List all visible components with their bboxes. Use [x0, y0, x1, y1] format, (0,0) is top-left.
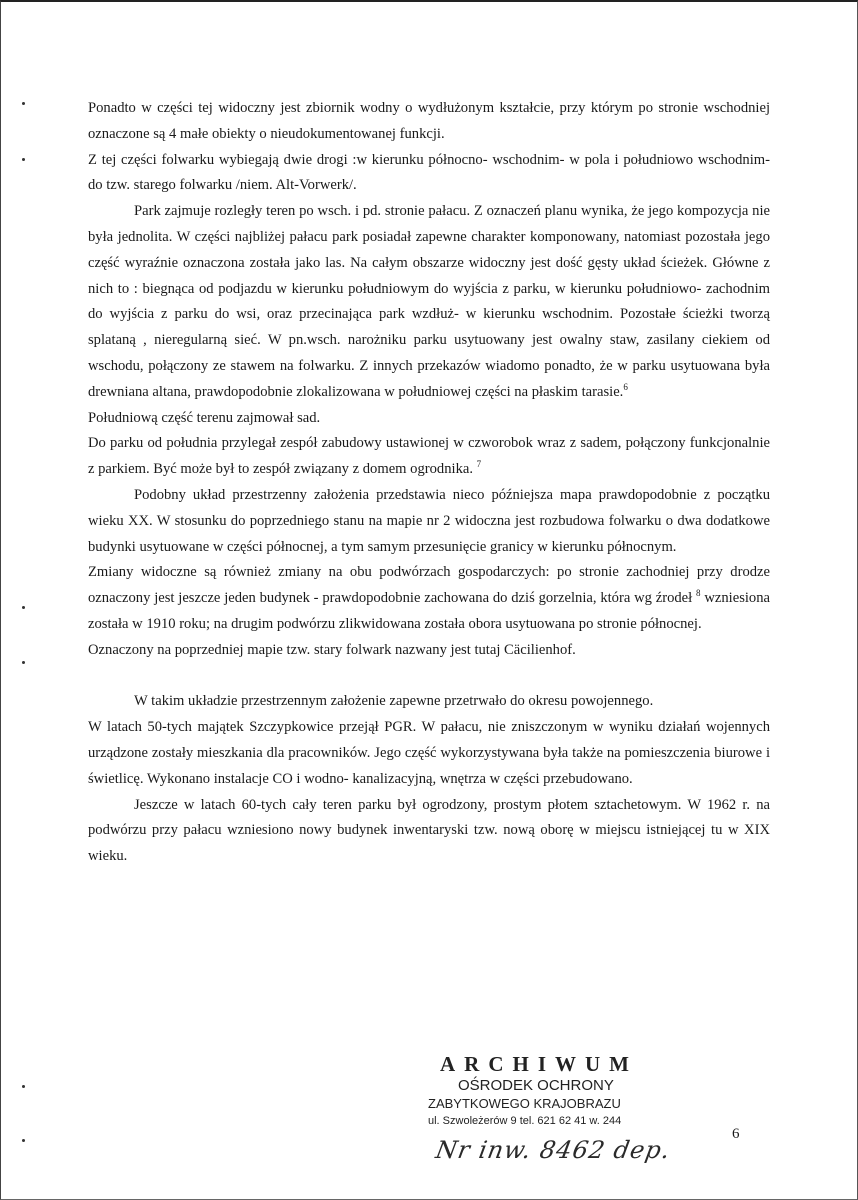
stamp-address: ul. Szwoleżerów 9 tel. 621 62 41 w. 244 — [428, 1115, 622, 1127]
paragraph: Podobny układ przestrzenny założenia przedstawia nieco późniejsza mapa prawdopodobnie z początku wieku XX. W stosunku do poprzedniego stanu na mapie nr 2 widoczna jest rozbudowa folwarku o dwa dodatkowe budynki usytuowane w części północnej, a tym samym przesunięcie granicy w kierunku północnym. — [88, 486, 770, 555]
paragraph — [88, 199, 770, 405]
scan-mark — [22, 1085, 25, 1088]
paragraph: W takim układzie przestrzennym założenie zapewne przetrwało do okresu powojennego. — [134, 693, 654, 710]
stamp-line: ZABYTKOWEGO KRAJOBRAZU — [428, 1096, 621, 1111]
scan-mark — [22, 1139, 25, 1142]
scan-mark — [22, 661, 25, 664]
footnote-ref: 6 — [623, 381, 628, 392]
paragraph: Z tej części folwarku wybiegają dwie drogi :w kierunku północno- wschodnim- w pola i południowo wschodnim- do tzw. starego folwarku /niem. Alt-Vorwerk/. — [88, 151, 770, 194]
paragraph: W latach 50-tych majątek Szczypkowice przejął PGR. W pałacu, nie zniszczonym w wyniku działań wojennych urządzone zostały mieszkania dla pracowników. Jego część wykorzystywana była także na pomieszczenia biurowe i świetlicę. Wykonano instalacje CO i wodno- kanalizacyjną, wnętrza w części przebudowano. — [88, 719, 770, 787]
paragraph-text: Park zajmuje rozległy teren po wsch. i pd. stronie pałacu. Z oznaczeń planu wynika, że jego kompozycja nie była jednolita. W części najbliżej pałacu park posiadał zapewne charakter komponowany, natomiast pozostała jego część wyraźnie oznaczona została jako las. Na całym obszarze widoczny jest dość gęsty układ ścieżek. Główne z nich to : biegnąca od podjazdu w kierunku południowym do wyjścia z parku, w kierunku południowo- zachodnim do wyjścia z parku do wsi, oraz przecinająca park wzdłuż- w kierunku wschodnim. Pozostałe ścieżki tworzą splataną , nieregularną sieć. W pn.wsch. narożniku parku usytuowany jest owalny staw, zasilany ciekiem od wschodu, połączony ze stawem na folwarku. Z innych przekazów wiadomo ponadto, że w parku usytuowana była drewniana altana, prawdopodobnie zlokalizowana w południowej części na płaskim tarasie. — [88, 203, 770, 400]
footnote-ref: 8 — [696, 588, 701, 599]
paragraph — [88, 560, 770, 637]
paragraph: Ponadto w części tej widoczny jest zbiornik wodny o wydłużonym kształcie, przy którym po stronie wschodniej oznaczone są 4 małe obiekty o nieudokumentowanej funkcji. — [88, 100, 770, 142]
paragraph-text: Do parku od południa przylegał zespół zabudowy ustawionej w czworobok wraz z sadem, połączony funkcjonalnie z parkiem. Być może był to zespół związany z domem ogrodnika. — [88, 435, 770, 478]
paragraph: Oznaczony na poprzedniej mapie tzw. stary folwark nazwany jest tutaj Cäcilienhof. — [88, 641, 576, 658]
paragraph: Południową część terenu zajmował sad. — [88, 409, 321, 426]
paragraph-text: wzniesiona została w 1910 roku; na drugim podwórzu zlikwidowana została obora usytuowana po stronie północnej. — [88, 590, 770, 632]
footnote-ref: 7 — [476, 459, 482, 470]
page-number: 6 — [732, 1126, 740, 1142]
handwritten-inventory-number: Nr inw. 8462 dep. — [433, 1136, 673, 1164]
document-body — [88, 96, 770, 870]
paragraph — [88, 431, 770, 483]
scan-mark — [22, 102, 25, 105]
stamp-title: ARCHIWUM — [440, 1052, 638, 1076]
scan-mark — [22, 158, 25, 161]
archive-stamp — [428, 1052, 698, 1129]
paragraph: Jeszcze w latach 60-tych cały teren parku był ogrodzony, prostym płotem sztachetowym. W 1962 r. na podwórzu przy pałacu wzniesiono nowy budynek inwentaryski tzw. nową oborę w miejscu istniejącej tu w XIX wieku. — [88, 796, 770, 865]
stamp-line: OŚRODEK OCHRONY — [458, 1077, 614, 1094]
paragraph-text: Zmiany widoczne są również zmiany na obu podwórzach gospodarczych: po stronie zachodniej przy drodze oznaczony jest jeszcze jeden budynek - prawdopodobnie zachowana do dziś gorzelnia, która wg źrodeł — [88, 564, 770, 607]
scan-mark — [22, 606, 25, 609]
